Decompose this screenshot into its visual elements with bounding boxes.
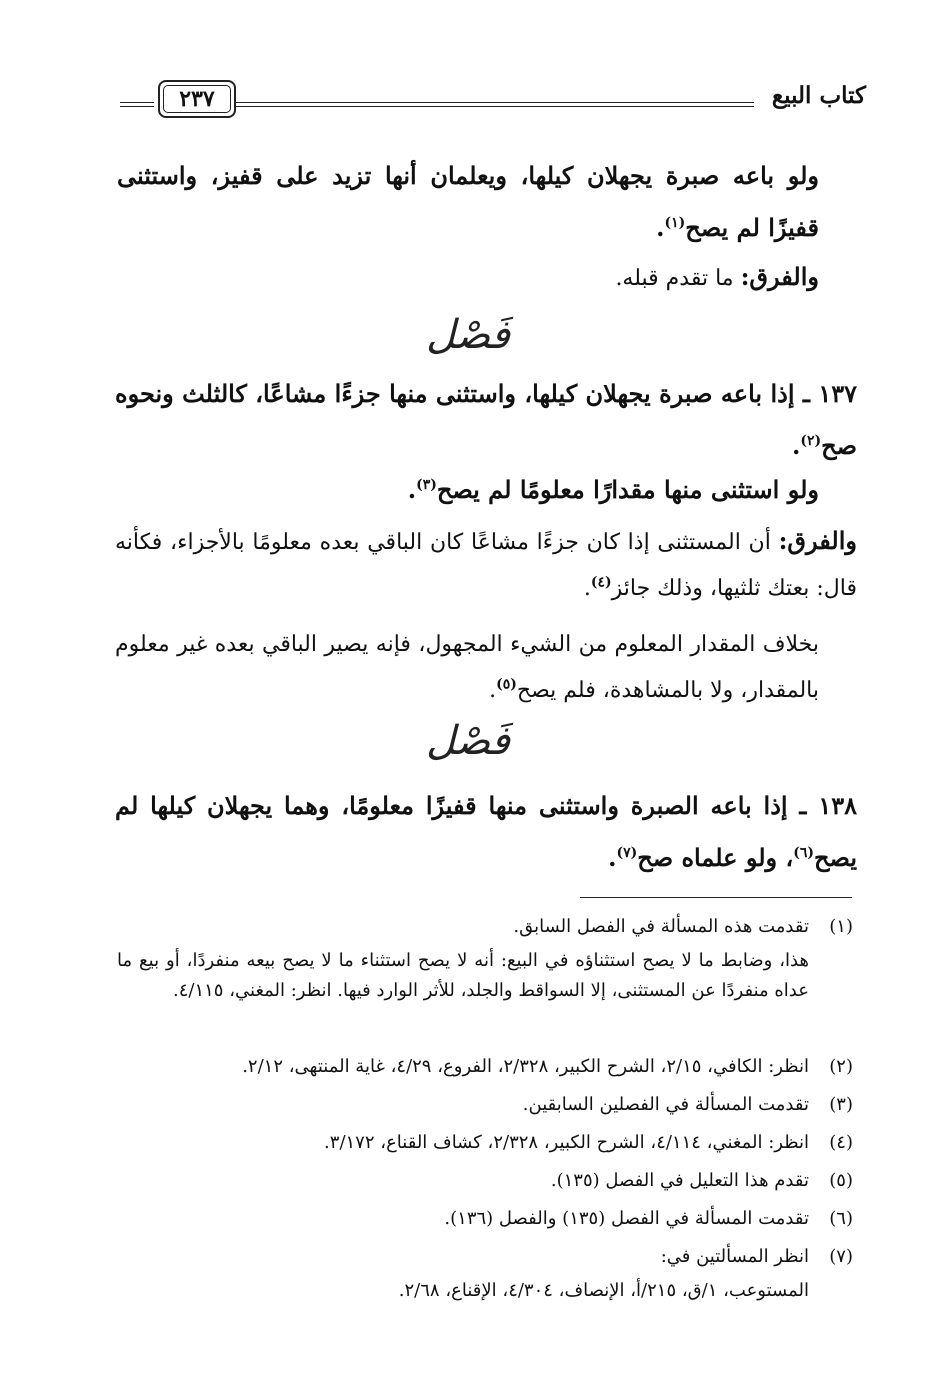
section-heading-fasl [368,312,568,358]
footnote-item [117,1052,853,1082]
section-138-text: إذا باعه الصبرة واستثنى منها قفيزًا معلومًا، وهما يجهلان كيلها لم يصح [115,791,857,872]
difference-text: ما تقدم قبله. [615,266,734,291]
footnote-item [117,1242,853,1272]
paragraph-1-text: ولو باعه صبرة يجهلان كيلها، ويعلمان أنها تزيد على قفيز، واستثنى قفيزًا لم يصح [117,161,819,242]
header-rule-left [120,106,154,107]
difference-label: والفرق: [740,262,819,291]
footnote-text: انظر المسألتين في: [660,1246,809,1267]
book-title: كتاب البيع [771,82,866,109]
footnote-number: (٢) [829,1056,853,1077]
difference-label: والفرق: [778,526,857,555]
footnote-text: تقدمت المسألة في الفصلين السابقين. [522,1094,809,1115]
footnote-number: (٧) [829,1246,853,1267]
footnote-number: (١) [829,916,853,937]
page-number-box [158,80,236,118]
footnote-text: تقدم هذا التعليل في الفصل (١٣٥). [550,1170,809,1191]
footnote-text: انظر: الكافي، ٢/١٥، الشرح الكبير، ٢/٣٢٨، الفروع، ٤/٢٩، غاية المنتهى، ٢/١٢. [242,1056,809,1077]
footnote-number: (٣) [829,1094,853,1115]
section-137: ١٣٧ ـ إذا باعه صبرة يجهلان كيلها، واستثنى منها جزءًا مشاعًا، كالثلث ونحوه صح$^{(٢)}$. [115,379,857,460]
section-137-text: إذا باعه صبرة يجهلان كيلها، واستثنى منها جزءًا مشاعًا، كالثلث ونحوه صح [115,379,857,460]
footnote-divider [580,897,852,898]
footnote-ref-5: (٥) [496,676,517,693]
difference-1 [117,254,857,302]
footnote-ref-3: (٣) [416,477,437,493]
section-137-number: ١٣٧ ـ [802,379,857,408]
page-header [118,78,866,122]
header-rule [236,106,754,107]
footnote-item [117,1128,853,1158]
difference-3-text: بخلاف المقدار المعلوم من الشيء المجهول، فإنه يصير الباقي بعده غير معلوم بالمقدار، ولا بالمشاهدة، فلم يصح [115,632,819,703]
footnote-item [117,1204,853,1234]
footnote-item [117,912,853,942]
footnote-text: هذا، وضابط ما لا يصح استثناؤه في البيع: أنه لا يصح استثناء ما لا يصح بيعه منفردًا، أو بيع ما عداه منفردًا عن المستثنى، إلا السواقط والجلد، للأثر الوارد فيها. انظر: المغني، ٤/١١٥. [117,950,809,1001]
section-138: ١٣٨ ـ إذا باعه الصبرة واستثنى منها قفيزًا معلومًا، وهما يجهلان كيلها لم يصح$^{(٦)}$، ولو علماه صح$^{(٧)}$. [115,791,857,872]
footnote-number: (٦) [829,1208,853,1229]
footnote-number: (٥) [829,1170,853,1191]
page-number: ٢٣٧ [179,86,215,112]
difference-3: بخلاف المقدار المعلوم من الشيء المجهول، فإنه يصير الباقي بعده غير معلوم بالمقدار، ولا بالمشاهدة، فلم يصح$^{(٥)}$. [115,632,819,703]
footnote-ref-1: (١) [664,215,686,231]
paragraph-1: ولو باعه صبرة يجهلان كيلها، ويعلمان أنها تزيد على قفيز، واستثنى قفيزًا لم يصح$^{(١)}$. [117,161,819,242]
difference-2-text: أن المستثنى إذا كان جزءًا مشاعًا كان الباقي بعده معلومًا بالأجزاء، فكأنه قال: بعتك ثلثيها، وذلك جائز [115,530,857,601]
section-heading-text: فَصْل [425,718,511,764]
footnote-item [117,1090,853,1120]
section-heading-fasl [368,718,568,764]
footnote-ref-6: (٦) [793,845,815,861]
section-heading-text: فَصْل [425,312,511,358]
section-138-number: ١٣٨ ـ [799,791,857,820]
section-138-middle: ، ولو علماه صح [637,843,794,872]
footnote-item [117,1166,853,1196]
footnote-continuation [117,946,809,1006]
section-137-second-text: ولو استثنى منها مقدارًا معلومًا لم يصح [436,475,819,504]
footnote-text: تقدمت هذه المسألة في الفصل السابق. [513,916,809,937]
footnote-text: انظر: المغني، ٤/١١٤، الشرح الكبير، ٢/٣٢٨، كشاف القناع، ٣/١٧٢. [324,1132,809,1153]
footnote-number: (٤) [829,1132,853,1153]
difference-2: والفرق: أن المستثنى إذا كان جزءًا مشاعًا كان الباقي بعده معلومًا بالأجزاء، فكأنه قال: بعتك ثلثيها، وذلك جائز$^{(٤)}$. [115,526,857,601]
header-rule-left [120,102,154,103]
footnote-continuation [117,1276,809,1306]
section-137-second: ولو استثنى منها مقدارًا معلومًا لم يصح$^{(٣)}$. [407,475,819,504]
footnote-ref-7: (٧) [616,845,638,861]
footnote-ref-2: (٢) [800,433,822,449]
footnote-text: المستوعب، ١/ق، ٢١٥/أ، الإنصاف، ٤/٣٠٤، الإقناع، ٢/٦٨. [398,1280,809,1301]
header-rule [236,102,754,103]
footnote-text: تقدمت المسألة في الفصل (١٣٥) والفصل (١٣٦). [444,1208,809,1229]
footnote-ref-4: (٤) [590,574,612,591]
